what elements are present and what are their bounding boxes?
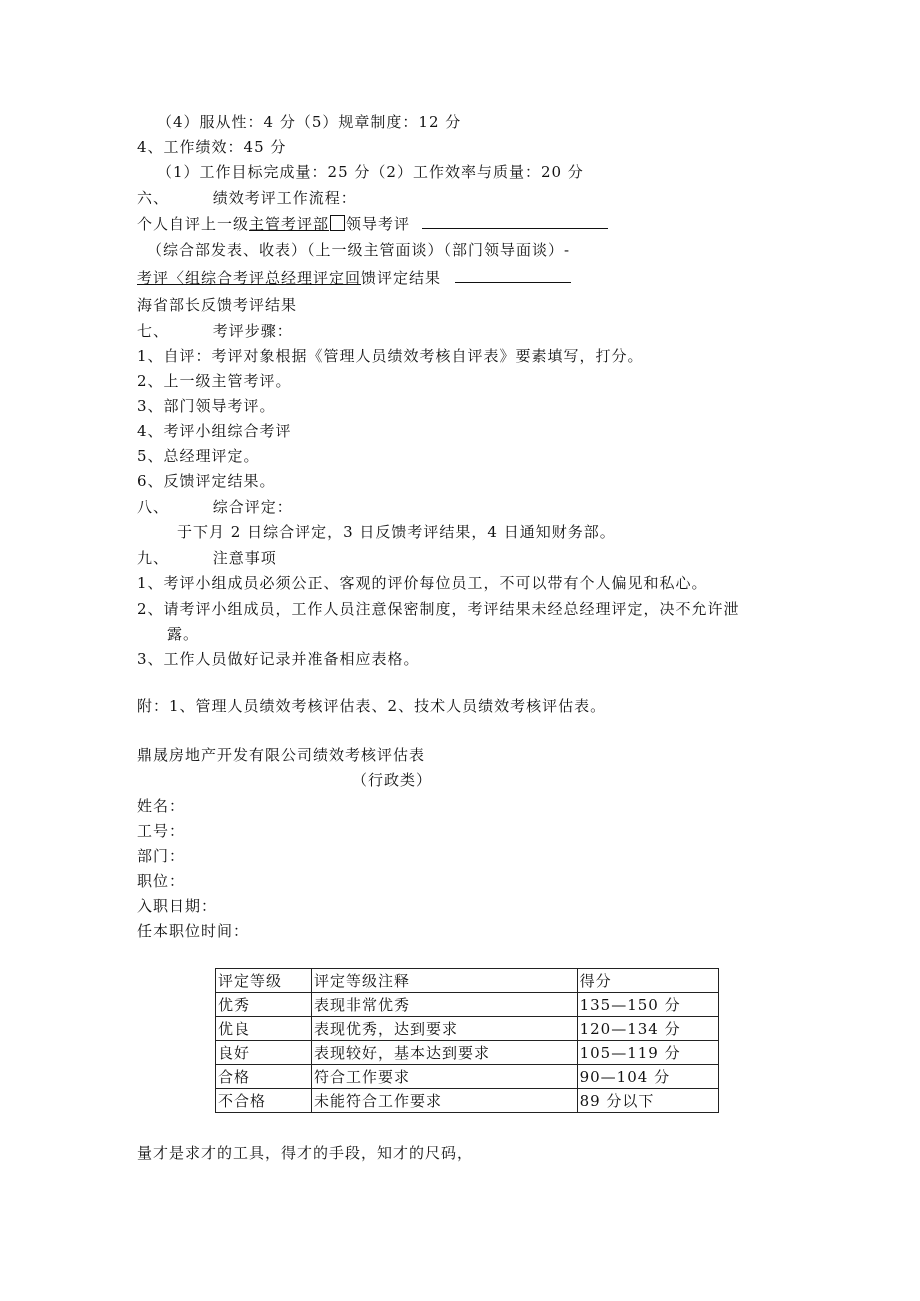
score-cell: 135—150 分: [577, 993, 718, 1017]
table-header-row: [216, 969, 719, 993]
section-7-heading: [137, 321, 293, 341]
step-item: 1、自评：考评对象根据《管理人员绩效考核自评表》要素填写，打分。: [137, 347, 644, 365]
table-row: [216, 1041, 719, 1065]
score-cell: 90—104 分: [577, 1065, 718, 1089]
table-row: [216, 993, 719, 1017]
note-cell: 符合工作要求: [311, 1065, 577, 1089]
section-9-number: 九、: [137, 549, 170, 567]
note-cell: 表现较好，基本达到要求: [311, 1041, 577, 1065]
header-score: 得分: [577, 969, 718, 993]
flow-line-3: [137, 268, 571, 288]
field-position: 职位：: [137, 872, 186, 890]
scoring-line-3: （1）工作目标完成量：25 分（2）工作效率与质量：20 分: [157, 163, 584, 181]
notice-item: 1、考评小组成员必须公正、客观的评价每位员工，不可以带有个人偏见和私心。: [137, 574, 708, 592]
grade-table: [215, 968, 719, 1113]
step-item: 4、考评小组综合考评: [137, 422, 292, 440]
score-cell: 105—119 分: [577, 1041, 718, 1065]
section-8-heading: [137, 497, 293, 517]
note-cell: 未能符合工作要求: [311, 1089, 577, 1113]
grade-cell: 优秀: [216, 993, 312, 1017]
flow-leader-eval: 领导考评: [346, 215, 411, 233]
header-grade: 评定等级: [216, 969, 312, 993]
flow-supervisor-eval: 主管考评部: [249, 215, 330, 233]
scoring-line-2: 4、工作绩效：45 分: [137, 138, 287, 156]
field-hire-date: 入职日期：: [137, 897, 218, 915]
table-row: [216, 1065, 719, 1089]
grade-cell: 合格: [216, 1065, 312, 1089]
notice-item: 2、请考评小组成员，工作人员注意保密制度，考评结果未经总经理评定，决不允许泄: [137, 600, 740, 618]
flow-result-feedback: 馈评定结果: [361, 269, 442, 287]
grade-cell: 优良: [216, 1017, 312, 1041]
step-item: 6、反馈评定结果。: [137, 472, 276, 490]
note-cell: 表现优秀，达到要求: [311, 1017, 577, 1041]
flow-group-eval: 考评〈组综合考评总经理评定回: [137, 269, 362, 287]
grade-cell: 不合格: [216, 1089, 312, 1113]
grade-cell: 良好: [216, 1041, 312, 1065]
checkbox-icon: [330, 215, 345, 231]
note-cell: 表现非常优秀: [311, 993, 577, 1017]
form-subtitle: （行政类）: [352, 771, 433, 789]
field-department: 部门：: [137, 847, 186, 865]
section-7-number: 七、: [137, 322, 170, 340]
scoring-line-1: （4）服从性：4 分（5）规章制度：12 分: [157, 113, 462, 131]
blank-line: [455, 268, 571, 283]
section-7-title: 考评步骤：: [212, 322, 293, 340]
field-tenure: 任本职位时间：: [137, 922, 250, 940]
step-item: 3、部门领导考评。: [137, 397, 276, 415]
score-cell: 120—134 分: [577, 1017, 718, 1041]
field-employee-id: 工号：: [137, 822, 186, 840]
field-name: 姓名：: [137, 797, 186, 815]
section-9-heading: [137, 548, 277, 568]
appendix-note: 附：1、管理人员绩效考核评估表、2、技术人员绩效考核评估表。: [137, 697, 607, 715]
form-title: 鼎晟房地产开发有限公司绩效考核评估表: [137, 746, 426, 764]
header-note: 评定等级注释: [311, 969, 577, 993]
section-6-heading: [137, 188, 357, 208]
flow-self-eval: 个人自评上一级: [137, 215, 250, 233]
score-cell: 89 分以下: [577, 1089, 718, 1113]
step-item: 5、总经理评定。: [137, 447, 260, 465]
section-6-title: 绩效考评工作流程：: [212, 189, 357, 207]
flow-line-2: （综合部发表、收表）（上一级主管面谈）（部门领导面谈）-: [147, 241, 571, 259]
closing-text: 量才是求才的工具，得才的手段，知才的尺码，: [137, 1144, 474, 1162]
section-8-body: 于下月 2 日综合评定，3 日反馈考评结果，4 日通知财务部。: [177, 523, 616, 541]
table-row: [216, 1089, 719, 1113]
section-9-title: 注意事项: [212, 549, 277, 567]
notice-item: 3、工作人员做好记录并准备相应表格。: [137, 650, 420, 668]
flow-line-4: 海省部长反馈考评结果: [137, 296, 298, 314]
notice-item-continued: 露。: [167, 625, 200, 643]
table-row: [216, 1017, 719, 1041]
section-6-number: 六、: [137, 189, 170, 207]
blank-line: [422, 214, 608, 229]
section-8-number: 八、: [137, 498, 170, 516]
step-item: 2、上一级主管考评。: [137, 372, 292, 390]
section-8-title: 综合评定：: [212, 498, 293, 516]
flow-line-1: [137, 214, 608, 234]
